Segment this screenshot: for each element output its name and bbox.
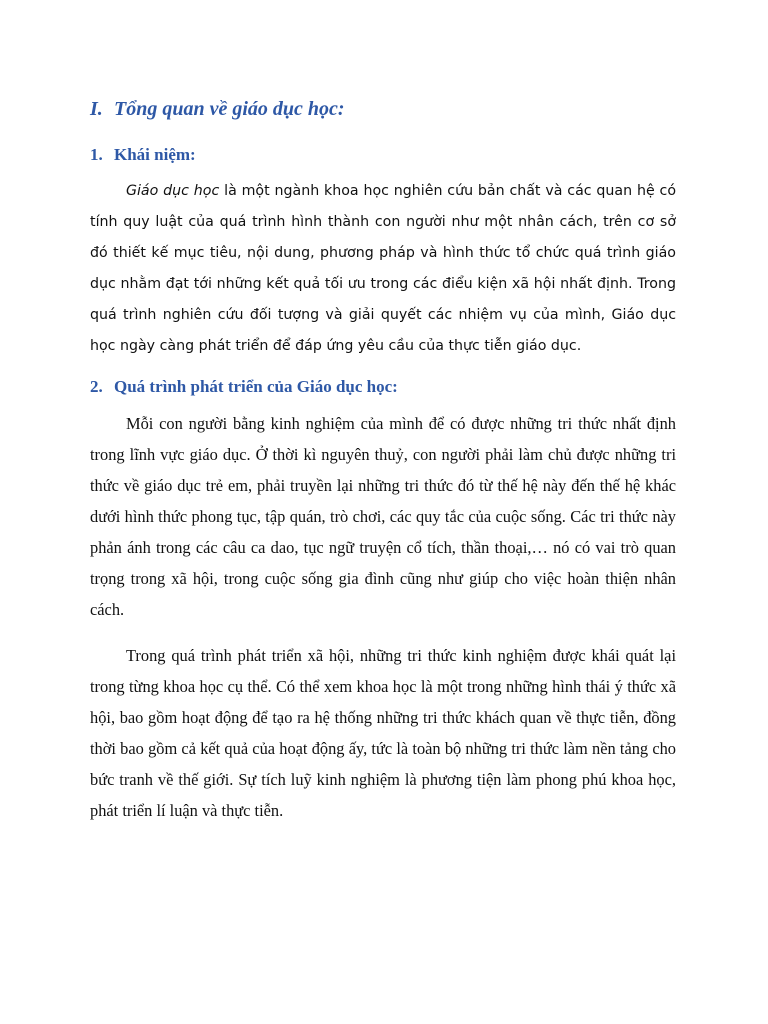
document-title-text: Tổng quan về giáo dục học: (114, 98, 345, 120)
section-heading-concept (90, 144, 676, 166)
paragraph-lead-term: Giáo dục học (126, 183, 220, 200)
document-title-number: I. (90, 98, 103, 120)
section-number: 2. (90, 377, 103, 397)
document-page (90, 96, 676, 841)
paragraph-definition (90, 176, 676, 362)
paragraph-development-2: Trong quá trình phát triển xã hội, những tri thức kinh nghiệm được khái quát lại trong từng khoa học cụ thể. Có thể xem khoa học là một trong những hình thái ý thức xã hội, bao gồm hoạt động để tạo ra hệ thống những tri thức khách quan về thực tiễn, đồng thời bao gồm cả kết quả của hoạt động ấy, tức là toàn bộ những tri thức làm nền tảng cho bức tranh về thế giới. Sự tích luỹ kinh nghiệm là phương tiện làm phong phú khoa học, phát triển lí luận và thực tiễn. (90, 646, 676, 821)
paragraph-development-1: Mỗi con người bằng kinh nghiệm của mình để có được những tri thức nhất định trong lĩnh vực giáo dục. Ở thời kì nguyên thuỷ, con người phải làm chủ được những tri thức về giáo dục trẻ em, phải truyền lại những tri thức đó từ thế hệ này đến thế hệ khác dưới hình thức phong tục, tập quán, trò chơi, các quy tắc của cuộc sống. Các tri thức này phản ánh trong các câu ca dao, tục ngữ truyện cổ tích, thần thoại,… nó có vai trò quan trọng trong xã hội, trong cuộc sống gia đình cũng như giúp cho việc hoàn thiện nhân cách. (90, 414, 676, 620)
section-number: 1. (90, 145, 103, 164)
section-heading-text: Quá trình phát triển của Giáo dục học: (114, 377, 398, 397)
section-heading-development (90, 376, 676, 398)
section-heading-text: Khái niệm: (114, 145, 196, 164)
paragraph-body: là một ngành khoa học nghiên cứu bản chất và các quan hệ có tính quy luật của quá trình hình thành con người như một nhân cách, trên cơ sở đó thiết kế mục tiêu, nội dung, phương pháp và hình thức tổ chức quá trình giáo dục nhằm đạt tới những kết quả tối ưu trong các điểu kiện xã hội nhất định. Trong quá trình nghiên cứu đối tượng và giải quyết các nhiệm vụ của mình, Giáo dục học ngày càng phát triển để đáp ứng yêu cầu của thực tiễn giáo dục. (90, 183, 676, 355)
document-title (90, 96, 676, 122)
